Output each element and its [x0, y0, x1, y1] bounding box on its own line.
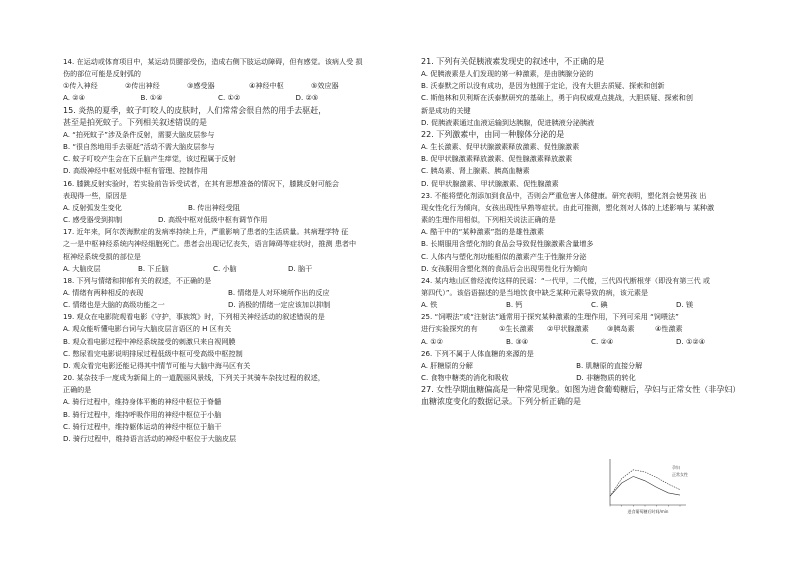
- option-c: C. 骑行过程中，维持躯体运动的神经中枢位于脑干: [63, 421, 222, 431]
- option-c: C. 憋尿看完电影说明排尿过程低级中枢可受高级中枢控制: [63, 348, 243, 358]
- q14-stem: 14. 在运动或体育项目中，某运动员腰部受伤，造成右侧下肢运动障碍，但有感觉。该病人受 损: [63, 57, 363, 66]
- q25-stem-cont: 进行实验探究的有: [421, 324, 478, 334]
- option-a: A. ②④: [63, 93, 85, 103]
- q14-item: ④神经中枢: [249, 81, 284, 91]
- option-c: C. 胰岛素、肾上腺素、胰高血糖素: [421, 166, 530, 176]
- q23-stem-cont2: 素的生理作用相似，下列相关说法正确的是: [421, 215, 556, 225]
- q14-stem-cont: 伤的部位可能是反射弧的: [63, 69, 142, 79]
- q25-options: [421, 336, 761, 348]
- option-b: B. 下丘脑: [138, 263, 169, 273]
- q25-item: ③胰岛素: [607, 324, 635, 334]
- option-d: D. 观众看完电影还能记得其中情节可能与大脑中海马区有关: [63, 360, 251, 370]
- q14-item: ③感受器: [187, 81, 215, 91]
- q24-options: [421, 299, 761, 311]
- q17-options: [63, 263, 363, 275]
- option-a: A. “拍死蚊子”涉及条件反射，需要大脑皮层参与: [63, 129, 215, 139]
- q17-stem: 17. 近年来，阿尔茨海默症的发病率持续上升，严重影响了患者的生活质量。其病理学特 征: [63, 227, 349, 237]
- option-a: A. 情绪有两种相反的表现: [63, 287, 144, 297]
- q27-stem-cont: 血糖浓度变化的数据记录。下列分析正确的是: [421, 397, 581, 407]
- option-d: D. ①②④: [676, 336, 706, 346]
- q17-stem-cont: 之一是中枢神经系统内神经细胞死亡。患者会出现记忆丧失，语言障碍等症状时，推测 患者中: [63, 239, 357, 249]
- option-a: A. ①②: [421, 336, 443, 346]
- option-a: A. 骑行过程中，维持身体平衡的神经中枢位于脊髓: [63, 397, 222, 407]
- option-c: C. 蚊子叮咬产生会在下丘脑产生痒觉，该过程属于反射: [63, 154, 236, 164]
- option-c: C. 食物中糖类的消化和吸收: [421, 373, 509, 383]
- q15-stem: 15. 炎热的夏季，蚊子叮咬人的皮肤时，人们常常会很自然的用手去驱赶，: [63, 105, 327, 115]
- q14-item: ②传出神经: [125, 81, 160, 91]
- option-c: C. 人体内与塑化剂功能相似的激素产生于性腺并分泌: [421, 251, 587, 261]
- right-column: [421, 56, 769, 409]
- option-b: B. 钙: [506, 300, 523, 310]
- option-c: C. 情绪也是大脑的高级功能之一: [63, 300, 165, 310]
- option-a: A. 反射弧发生变化: [63, 202, 122, 212]
- option-b: B. 情绪是人对环境所作出的反应: [228, 287, 330, 297]
- q22-stem: 22. 下列激素中，由同一种腺体分泌的是: [421, 129, 565, 139]
- glucose-chart: [600, 455, 690, 517]
- q18-stem: 18. 下列与情绪和抑郁有关的叙述，不正确的是: [63, 275, 212, 285]
- option-b: B. 肌糖原的直接分解: [576, 360, 643, 370]
- left-column: [63, 56, 411, 445]
- q26-options-row1: [421, 360, 751, 372]
- q20-stem-cont: 正确的是: [63, 385, 92, 395]
- q24-stem-cont: 第四代）”。该俗语描述的是当地饮食中缺乏某种元素导致的病，该元素是: [421, 287, 649, 297]
- q21-stem: 21. 下列有关促胰液素发现史的叙述中，不正确的是: [421, 57, 605, 66]
- q14-options: [63, 92, 373, 104]
- q19-stem: 19. 观众在电影院观看电影《守护，事族筑》时，下列相关神经活动的叙述错误的是: [63, 312, 325, 322]
- option-c: C. ②④: [591, 336, 614, 346]
- option-a: A. 大脑皮层: [63, 263, 101, 273]
- option-c: C. 斯他林和贝利斯在沃泰默研究的基础上，勇于向权威观点挑战，大胆质疑、探索和创: [421, 93, 693, 103]
- series-line-1: [610, 476, 680, 496]
- option-d: D. 促甲状腺激素、甲状腺激素、促性腺激素: [421, 178, 559, 188]
- q16-options-row1: [63, 202, 313, 214]
- q16-stem-cont: 表现得一些，原因是: [63, 190, 127, 200]
- option-b: B. 骑行过程中，维持呼吸作用的神经中枢位于小脑: [63, 409, 222, 419]
- option-c-cont: 新是成功的关键: [421, 105, 471, 115]
- q25-item: ①生长激素: [499, 324, 534, 334]
- option-d: D. 促胰液素通过血液运输到达胰腺，促进胰液分泌胰液: [421, 117, 595, 127]
- series-line-0: [610, 470, 680, 496]
- option-d: D. ②⑤: [295, 93, 319, 103]
- legend-label-1: 正常女性: [672, 472, 688, 477]
- glucose-chart-svg: [600, 455, 690, 517]
- q15-stem-cont: 甚至是拍死蚊子。下列相关叙述错误的是: [63, 117, 207, 127]
- option-b: B. 促甲状腺激素释放激素、促性腺激素释放激素: [421, 154, 573, 164]
- q25-stem: 25. “饲喂法”或“注射法”通常用于探究某种激素的生理作用，下列可采用 “饲喂法”: [421, 312, 679, 322]
- option-b: B. 传出神经受阻: [188, 202, 240, 212]
- q26-stem: 26. 下列不属于人体血糖的来源的是: [421, 348, 534, 358]
- option-d: D. 骑行过程中，维持语言活动的神经中枢位于大脑皮层: [63, 433, 237, 443]
- q16-stem: 16. 膝跳反射实验时，若实验前告诉受试者，在其有思想准备的情况下，膝跳反射可能会: [63, 178, 340, 188]
- option-a: A. 肝糖原的分解: [421, 360, 473, 370]
- q25-stem-cont-row: [421, 323, 721, 335]
- x-axis-label: 进食葡萄糖后时间/min: [627, 509, 669, 514]
- option-b: B. ③④: [506, 336, 529, 346]
- q25-item: ②甲状腺激素: [547, 324, 589, 334]
- option-c: C. 碘: [591, 300, 608, 310]
- option-a: A. 酷干中的“某种激素”指的是雄性激素: [421, 227, 544, 237]
- option-d: D. 女孩服用含塑化剂的食品后会出现男性化行为倾向: [421, 263, 588, 273]
- q24-stem: 24. 某内地山区曾经流传这样的民谣：“一代甲，二代傻，三代四代断根芽（即没有第三代 或: [421, 275, 711, 285]
- q17-stem-cont2: 枢神经系统受损的部位是: [63, 251, 142, 261]
- q25-item: ④性激素: [655, 324, 683, 334]
- option-b: B. 观众看电影过程中神经系统接受的刺激只来自视网膜: [63, 336, 236, 346]
- q14-items: [63, 80, 373, 92]
- q14-item: ①传入神经: [63, 81, 98, 91]
- option-b: B. 长期服用含塑化剂的食品会导致促性腺激素含量增多: [421, 239, 594, 249]
- option-a: A. 促胰液素是人们发现的第一种激素，是由胰腺分泌的: [421, 69, 594, 79]
- q27-stem: 27. 女性孕期血糖偏高是一种常见现象。如图为进食葡萄糖后，孕妇与正常女性（非孕妇）: [421, 385, 741, 395]
- q14-item: ⑤效应器: [311, 81, 339, 91]
- option-c: C. ①②: [218, 93, 241, 103]
- option-d: D. 高级中枢对低级中枢有调节作用: [158, 215, 268, 225]
- option-d: D. 脑干: [288, 263, 313, 273]
- q18-options-row1: [63, 287, 393, 299]
- option-b: B. ①④: [140, 93, 163, 103]
- option-a: A. 观众能听懂电影台词与大脑皮层言语区的 H 区有关: [63, 324, 232, 334]
- option-b: B. “很自然地用手去驱赶”活动不需大脑皮层参与: [63, 142, 215, 152]
- q20-stem: 20. 某杂技手一度成为新闻上的一道靓丽风景线，下列关于其骑车杂技过程的叙述，: [63, 373, 325, 383]
- option-c: C. 小脑: [213, 263, 237, 273]
- q18-options-row2: [63, 299, 393, 311]
- option-c: C. 感受器受到抑制: [63, 215, 123, 225]
- option-d: D. 非糖物质的转化: [576, 373, 636, 383]
- option-b: B. 沃泰默之所以没有成功，是因为他囿于定论，没有大胆去质疑、探索和创新: [421, 81, 665, 91]
- option-a: A. 铁: [421, 300, 438, 310]
- q16-options-row2: [63, 214, 313, 226]
- option-d: D. 镁: [676, 300, 694, 310]
- option-d: D. 高级神经中枢对低级中枢有管理、控制作用: [63, 166, 208, 176]
- option-d: D. 消极的情绪一定应该加以抑制: [228, 300, 331, 310]
- option-a: A. 生长激素、促甲状腺激素释放激素、促性腺激素: [421, 142, 580, 152]
- q23-stem-cont: 现女性化行为倾向，女孩出现性早熟等症状。由此可推测，塑化剂对人体的上述影响与 某种激: [421, 202, 715, 212]
- legend-label-0: 孕妇: [672, 465, 680, 470]
- q23-stem: 23. 不能将塑化剂添加到食品中，否则会严重危害人体健康。研究表明，塑化剂会使男孩 出: [421, 190, 707, 200]
- q26-options-row2: [421, 372, 751, 384]
